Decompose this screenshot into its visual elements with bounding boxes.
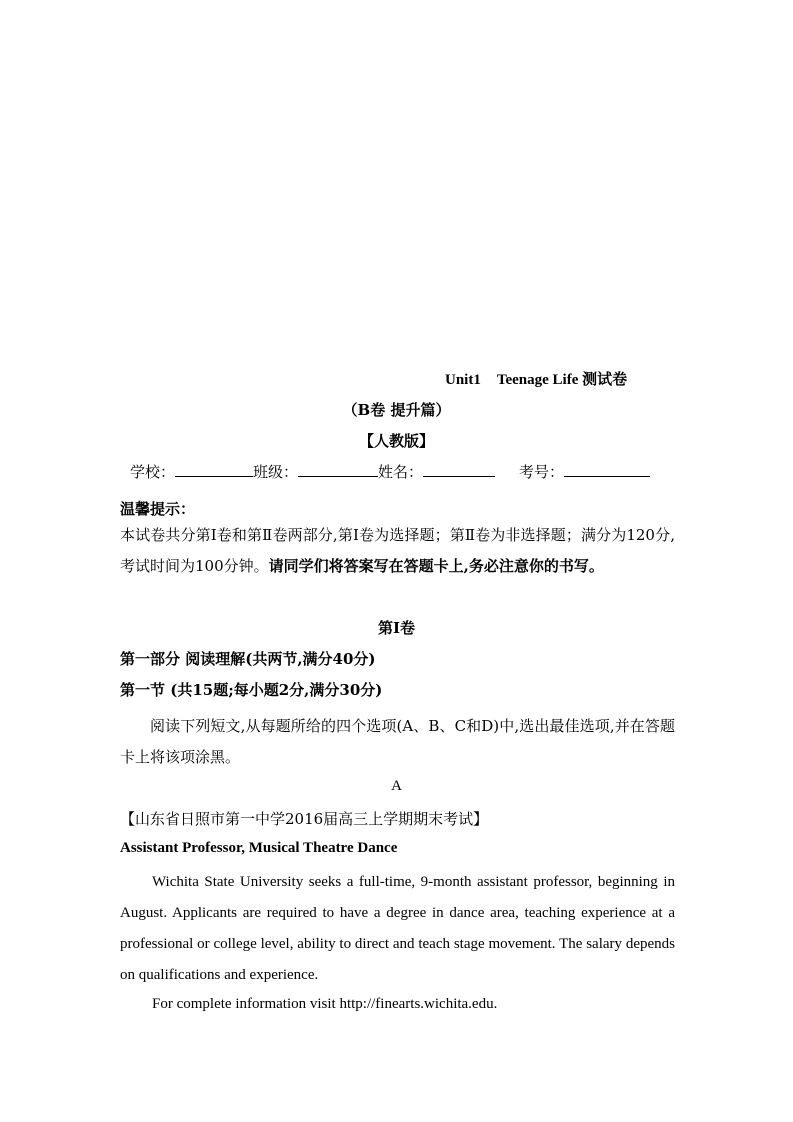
part-heading: 第一部分 阅读理解(共两节,满分40分) <box>120 650 376 668</box>
school-field[interactable] <box>175 462 253 477</box>
title-unit: Unit1 <box>445 372 481 388</box>
passage-visit: For complete information visit http://finearts.wichita.edu. <box>152 996 498 1012</box>
tips-heading: 温馨提示： <box>120 500 196 518</box>
passage-source: 【山东省日照市第一中学2016届高三上学期期末考试】 <box>120 810 489 828</box>
exam-no-field[interactable] <box>564 462 650 477</box>
title-rest: Teenage Life 测试卷 <box>496 372 628 388</box>
tips-bold: 请同学们将答案写在答题卡上,务必注意你的书写。 <box>268 557 604 575</box>
passage-letter: A <box>391 778 402 794</box>
name-field[interactable] <box>423 462 495 477</box>
passage-body: Wichita State University seeks a full-time, 9-month assistant professor, beginning in August. Applicants are required to have a degree in dance area, teaching experience at a professional or college level, ability to direct and teach stage movement. The salary depends on qualifications and experience. <box>120 874 675 983</box>
volume-heading: 第Ⅰ卷 <box>377 619 416 637</box>
tips-normal: 本试卷共分第Ⅰ卷和第Ⅱ卷两部分,第Ⅰ卷为选择题；第Ⅱ卷为非选择题；满分为120分,考试时间为100分钟。 <box>120 526 675 575</box>
exam-title <box>445 368 627 389</box>
exam-no-label: 考号： <box>519 463 565 481</box>
exam-subtitle: （B卷 提升篇） <box>342 401 451 419</box>
class-label: 班级： <box>253 463 299 481</box>
student-info-line <box>130 461 650 482</box>
section-heading: 第一节 (共15题;每小题2分,满分30分) <box>120 681 383 699</box>
class-field[interactable] <box>298 462 378 477</box>
tips-text <box>120 520 675 582</box>
name-label: 姓名： <box>378 463 424 481</box>
exam-edition: 【人教版】 <box>358 432 434 450</box>
instructions: 阅读下列短文,从每题所给的四个选项(A、B、C和D)中,选出最佳选项,并在答题卡上将该项涂黑。 <box>120 717 675 766</box>
passage-heading: Assistant Professor, Musical Theatre Dance <box>120 840 398 856</box>
school-label: 学校： <box>130 463 176 481</box>
